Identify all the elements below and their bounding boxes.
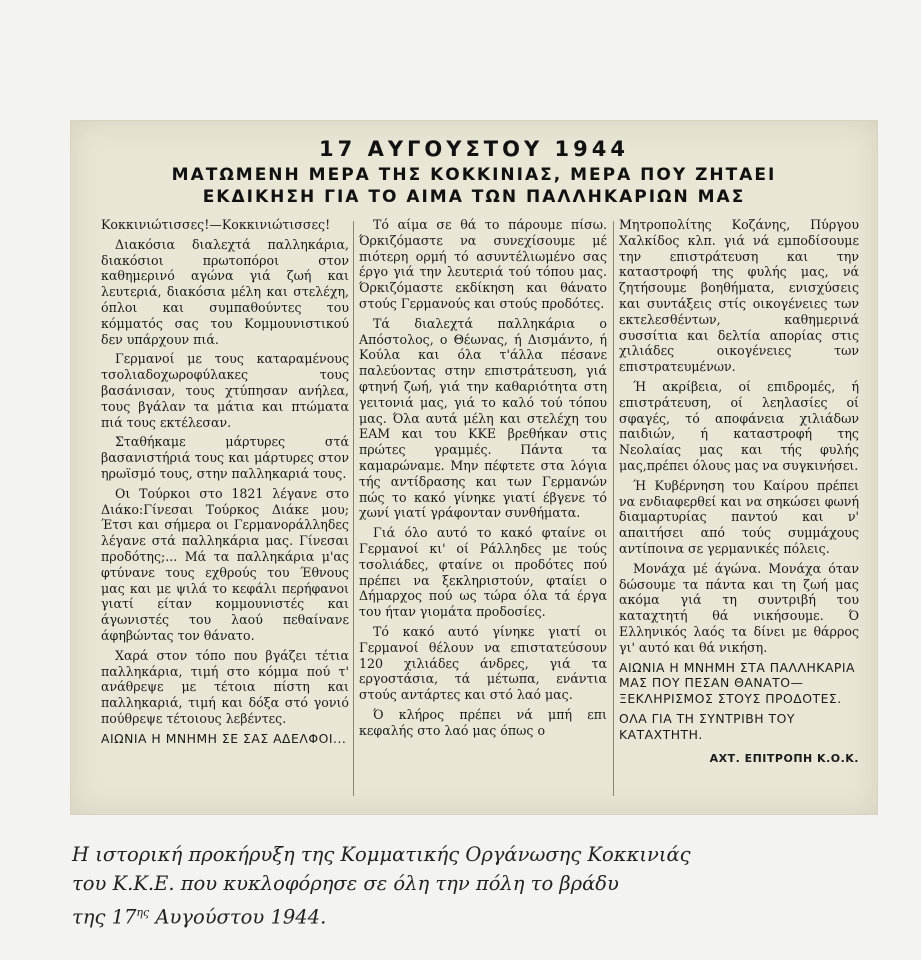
slogan: ΑΙΩΝΙΑ Η ΜΝΗΜΗ ΣΕ ΣΑΣ ΑΔΕΛΦΟΙ... — [101, 730, 347, 746]
photo-caption — [72, 840, 892, 932]
caption-superscript: ης — [136, 906, 150, 919]
headline-line-2: ΕΚΔΙΚΗΣΗ ΓΙΑ ΤΟ ΑΙΜΑ ΤΩΝ ΠΑΛΛΗΚΑΡΙΩΝ ΜΑΣ — [202, 187, 746, 207]
paragraph: Τό αίμα σε θά το πάρουμε πίσω. Όρκιζόμαστε να συνεχίσουμε μέ πιότερη ορμή τό ασυντέλιωμένο σας έργο γιά την λευτεριά τού τόπου μας. Όρκιζόμαστε εκδίκηση και θάνατο στούς Γερμανούς και στούς προδότες. — [359, 217, 607, 311]
caption-line-1: Η ιστορική προκήρυξη της Κομματικής Οργάνωσης Κοκκινιάς — [72, 843, 691, 866]
column-divider — [613, 221, 614, 796]
paragraph: Κοκκινιώτισσες!—Κοκκινιώτισσες! — [101, 217, 331, 232]
text-column-3 — [619, 217, 859, 802]
paragraph: Ή Κυβέρνηση του Καίρου πρέπει να ενδιαφερθεί και να σηκώσει φωνή διαμαρτυρίας παντού και ν' απαιτήσει από τούς συμμάχους αντίποινα σε γερμανικές πόλεις. — [619, 477, 859, 556]
paragraph: Τό κακό αυτό γίνηκε γιατί οι Γερμανοί θέλουν να επιστατεύσουν 120 χιλιάδες άνδρες, γιά τα εργοστάσια, τά μέτωπα, ενάντια στούς αντάρτες και στό λαό μας. — [359, 623, 607, 703]
caption-line-3 — [72, 898, 892, 932]
column-divider — [353, 221, 354, 796]
paragraph: Χαρά στον τόπο που βγάζει τέτια παλληκάρια, τιμή στο κόμμα πού τ' ανάθρεψε με τέτοια πίστη και παλληκαριά, τιμή και δόξα στό γονιό πούθρεψε τέτοιους λεβέντες. — [101, 647, 349, 726]
paragraph: Μονάχα μέ άγώνα. Μονάχα όταν δώσουμε τα πάντα και τη ζωή μας ακόμα γιά τη συντριβή του καταχτητή θά νικήσουμε. Ό Ελληνικός λαός τα δίνει με θάρρος γι' αυτό και θά νικήση. — [619, 560, 859, 655]
caption-line-3-end: Αυγούστου 1944. — [149, 905, 327, 929]
slogan: ΟΛΑ ΓΙΑ ΤΗ ΣΥΝΤΡΙΒΗ ΤΟΥ ΚΑΤΑΧΤΗΤΗ. — [619, 710, 795, 742]
clipping-date: 17 ΑΥΓΟΥΣΤΟΥ 1944 — [319, 137, 629, 161]
newspaper-clipping — [70, 120, 878, 815]
paragraph: Μητροπολίτης Κοζάνης, Πύργου Χαλκίδος κλπ. γιά νά εμποδίσουμε την επιστράτευση και την καταστροφή της φυλής μας, νά ζητήσουμε βοηθήματα, ενισχύσεις και συντάξεις στίς οικογένειες των εκτελεσθέντων, καθημερινά συσσίτια και δελτία απορίας στις χιλιάδες οικογένειες των επιστρατευμένων. — [619, 217, 859, 375]
paragraph: Ή ακρίβεια, οί επιδρομές, ή επιστράτευση, οί λεηλασίες οί σφαγές, τό αποφάνεια χιλιάδων παιδιών, ή καταστροφή της Νεολαίας μας και τής φυλής μας,πρέπει όλους μας να συγκινήσει. — [619, 378, 859, 473]
headline-line-1: ΜΑΤΩΜΕΝΗ ΜΕΡΑ ΤΗΣ ΚΟΚΚΙΝΙΑΣ, ΜΕΡΑ ΠΟΥ ΖΗΤΑΕΙ — [171, 165, 777, 185]
paragraph: Γερμανοί με τους καταραμένους τσολιαδοχωροφύλακες τους βασάνισαν, τους χτύπησαν ανήλεα, τους βγάλαν τα μάτια και πτώματα πιά τους εκτέλεσαν. — [101, 351, 349, 430]
paragraph: Διακόσια διαλεχτά παλληκάρια, διακόσιοι πρωτοπόροι στον καθημερινό αγώνα γιά ζωή και λευτεριά, διακόσια μέλη και στελέχη, όπλοι και συμπαθούντες του κόμματός σας του Κομμουνιστικού δεν υπάρχουν πιά. — [101, 236, 349, 347]
text-column-1 — [101, 217, 349, 802]
paragraph: Τά διαλεχτά παλληκάρια ο Απόστολος, ο Θέωνας, ή Δισμάντο, ή Κούλα και όλα τ'άλλα πέσανε παλεύοντας στην επιστράτευση, γιά φτηνή ζωή, γιά την καθαριότητα στη γειτονιά μας, γιά το καλό τού τόπου μας. Όλα αυτά μέλη και στελέχη του ΕΑΜ και του ΚΚΕ βρεθήκαν στις πρώτες γραμμές. Πάντα τα καμαρώναμε. Μην πέφτετε στα λόγια τής αντίδρασης και των Γερμανών πώς το κακό γίνηκε γιατί έβγενε τό χωνί γιατί γράφονταν συνθήματα. — [359, 315, 607, 521]
paragraph: Σταθήκαμε μάρτυρες στά βασανιστήριά τους και μάρτυρες στον ηρωϊσμό τους, στην παλληκαριά τους. — [101, 434, 349, 481]
paragraph: Οι Τούρκοι στο 1821 λέγανε στο Διάκο:Γίνεσαι Τούρκος Διάκε μου; Έτσι και σήμερα οι Γερμανοράλληδες λέγανε στά παλληκάρια μας. Γίνεσαι προδότης;... Μά τα παλληκάρια μ'ας φτύνανε τους εχθρούς του Έθνους μας και με ψιλά το κεφάλι περήφανοι γιατί είταν κομμουνιστές και άγωνιστές του λαού πεθαίνανε άφηβώντας τον θάνατο. — [101, 485, 349, 643]
paragraph: Ό κλήρος πρέπει νά μπή επι κεφαλής στο λαό μας όπως ο — [359, 706, 607, 738]
caption-line-3-start: της 17 — [72, 905, 137, 929]
caption-line-2: του Κ.Κ.Ε. που κυκλοφόρησε σε όλη την πόλη το βράδυ — [72, 872, 619, 895]
text-column-2 — [359, 217, 607, 802]
paragraph: Γιά όλο αυτό το κακό φταίνε οι Γερμανοί κι' οί Ράλληδες με τούς τσολιάδες, φταίνε οι προδότες πού πρέπει να ξεκληριστούν, φταίει ο Δήμαρχος πού ως τώρα όλα τά έργα του ήταν γιομάτα προδοσίες. — [359, 525, 607, 620]
slogan: ΑΙΩΝΙΑ Η ΜΝΗΜΗ ΣΤΑ ΠΑΛΛΗΚΑΡΙΑ ΜΑΣ ΠΟΥ ΠΕΣΑΝ ΘΑΝΑΤΟ—ΞΕΚΛΗΡΙΣΜΟΣ ΣΤΟΥΣ ΠΡΟΔΟΤΕΣ. — [619, 659, 855, 707]
signature: ΑΧΤ. ΕΠΙΤΡΟΠΗ Κ.Ο.Κ. — [709, 751, 859, 765]
